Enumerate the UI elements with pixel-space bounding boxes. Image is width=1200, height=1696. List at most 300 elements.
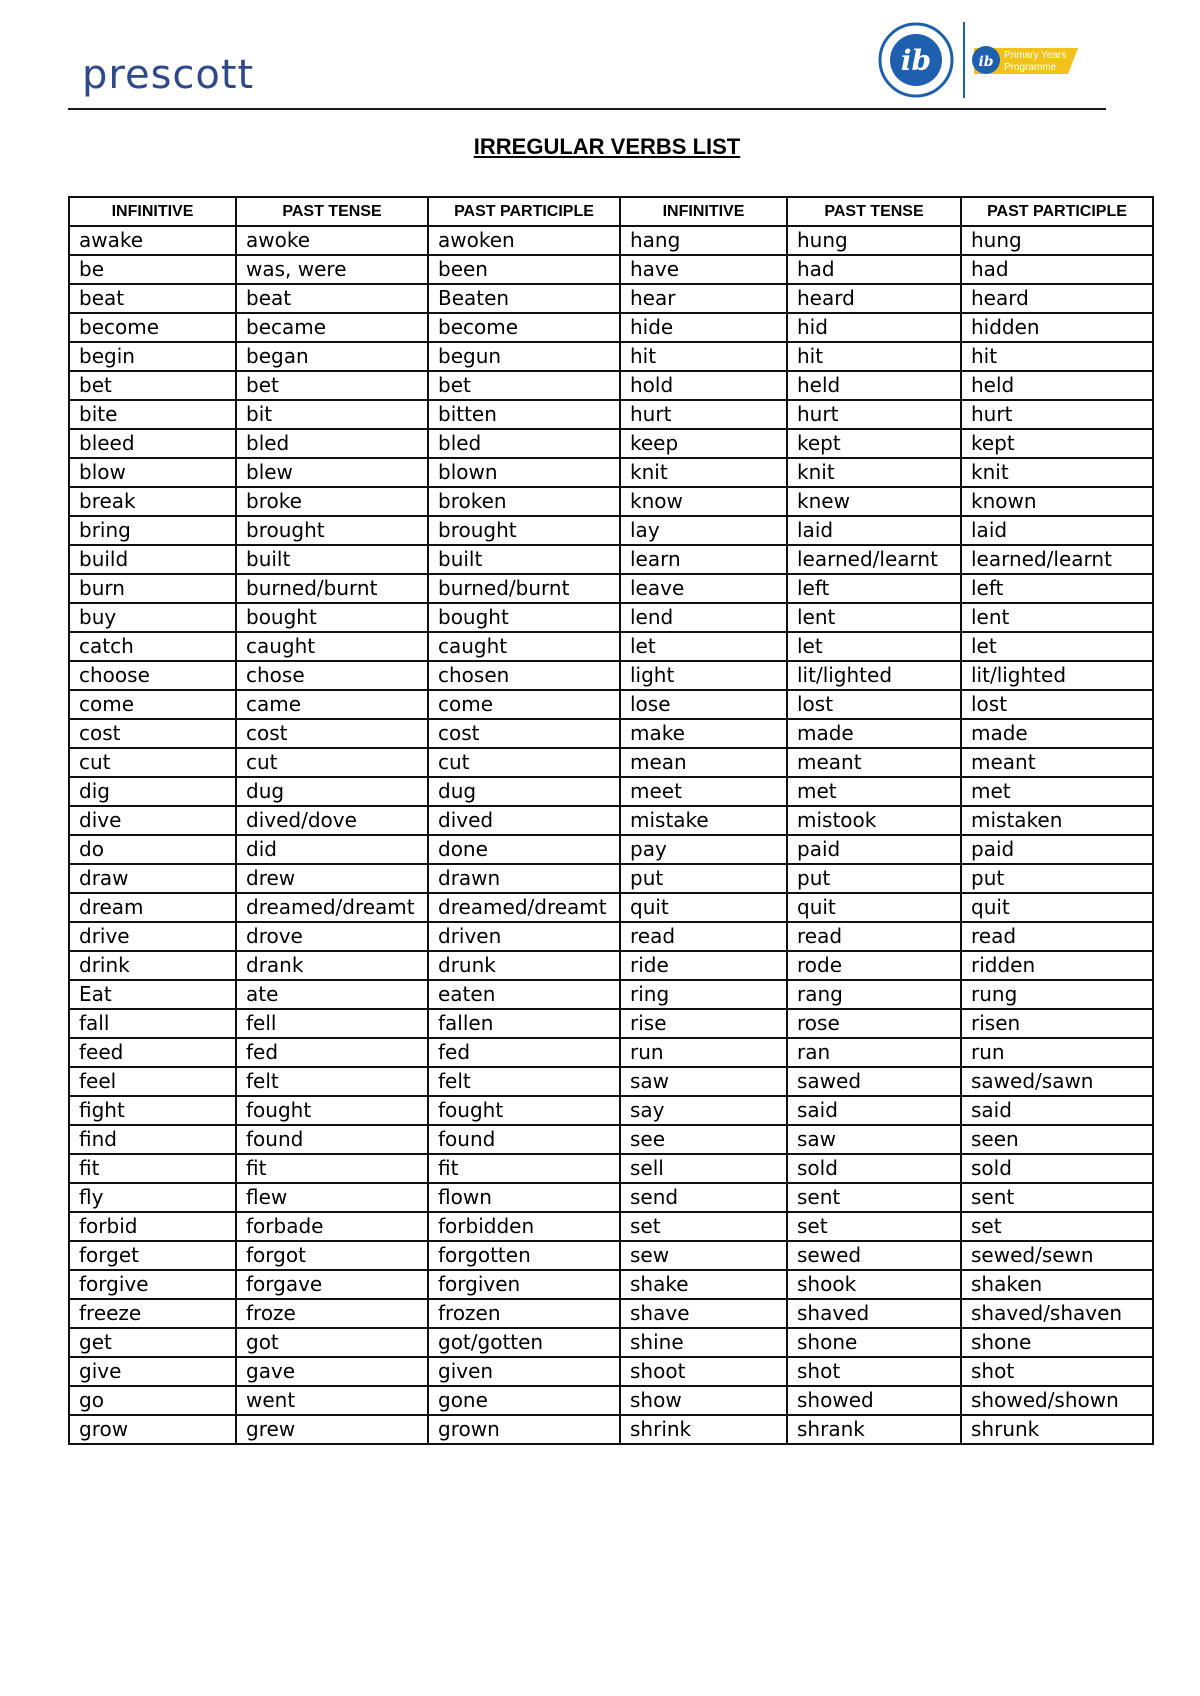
table-row [69,1038,1153,1067]
verb-cell-past-participle: got/gotten [428,1328,620,1357]
table-row [69,661,1153,690]
verb-cell-past-tense: meant [787,748,961,777]
verb-cell-infinitive: sew [620,1241,787,1270]
verb-cell-infinitive: cost [69,719,236,748]
verb-cell-infinitive: hold [620,371,787,400]
verb-cell-past-participle: begun [428,342,620,371]
verb-cell-infinitive: mistake [620,806,787,835]
table-row [69,284,1153,313]
verb-cell-past-tense: met [787,777,961,806]
verb-cell-infinitive: break [69,487,236,516]
verb-cell-past-participle: known [961,487,1153,516]
verb-cell-infinitive: make [620,719,787,748]
verb-cell-past-tense: lit/lighted [787,661,961,690]
verb-cell-past-participle: knit [961,458,1153,487]
verb-cell-past-participle: driven [428,922,620,951]
verb-cell-past-participle: meant [961,748,1153,777]
verb-cell-infinitive: shake [620,1270,787,1299]
verb-cell-past-tense: hurt [787,400,961,429]
page-header [68,0,1106,110]
verb-cell-past-participle: lent [961,603,1153,632]
verb-cell-past-tense: shaved [787,1299,961,1328]
verb-cell-past-participle: mistaken [961,806,1153,835]
verb-cell-infinitive: grow [69,1415,236,1444]
verb-cell-infinitive: light [620,661,787,690]
verb-cell-past-tense: mistook [787,806,961,835]
verb-cell-past-participle: become [428,313,620,342]
verb-cell-infinitive: choose [69,661,236,690]
verb-cell-past-tense: drank [236,951,428,980]
verb-cell-infinitive: forbid [69,1212,236,1241]
verb-cell-infinitive: sell [620,1154,787,1183]
verb-cell-infinitive: ring [620,980,787,1009]
verb-cell-past-participle: fought [428,1096,620,1125]
verb-cell-past-tense: heard [787,284,961,313]
verb-cell-past-participle: bled [428,429,620,458]
verb-cell-infinitive: shoot [620,1357,787,1386]
verb-cell-past-participle: left [961,574,1153,603]
verb-cell-past-tense: sold [787,1154,961,1183]
verb-cell-past-tense: fell [236,1009,428,1038]
verb-cell-infinitive: hang [620,226,787,255]
verb-cell-infinitive: pay [620,835,787,864]
verb-cell-past-tense: made [787,719,961,748]
verb-cell-infinitive: bring [69,516,236,545]
verb-cell-past-participle: gone [428,1386,620,1415]
verb-cell-past-tense: left [787,574,961,603]
table-row [69,371,1153,400]
verb-cell-past-participle: made [961,719,1153,748]
verb-cell-past-participle: hung [961,226,1153,255]
verb-cell-past-tense: froze [236,1299,428,1328]
verb-cell-infinitive: put [620,864,787,893]
verb-cell-past-participle: shot [961,1357,1153,1386]
table-row [69,255,1153,284]
verb-cell-past-tense: rode [787,951,961,980]
verb-cell-infinitive: shave [620,1299,787,1328]
verb-cell-infinitive: let [620,632,787,661]
verb-cell-past-participle: shaved/shaven [961,1299,1153,1328]
verb-cell-infinitive: shrink [620,1415,787,1444]
verb-cell-past-tense: forbade [236,1212,428,1241]
verb-cell-past-tense: sent [787,1183,961,1212]
verb-cell-past-participle: laid [961,516,1153,545]
verb-cell-past-participle: blown [428,458,620,487]
verb-cell-past-participle: rung [961,980,1153,1009]
verb-cell-infinitive: read [620,922,787,951]
verb-cell-infinitive: knit [620,458,787,487]
verb-cell-infinitive: beat [69,284,236,313]
table-row [69,980,1153,1009]
table-row [69,893,1153,922]
verb-cell-past-tense: got [236,1328,428,1357]
verb-cell-infinitive: know [620,487,787,516]
verb-cell-infinitive: come [69,690,236,719]
verb-cell-infinitive: lend [620,603,787,632]
verb-cell-past-tense: shrank [787,1415,961,1444]
verb-cell-past-participle: fallen [428,1009,620,1038]
column-header-infinitive-left: INFINITIVE [69,197,236,226]
table-row [69,1299,1153,1328]
verb-cell-past-participle: kept [961,429,1153,458]
verb-cell-past-participle: Beaten [428,284,620,313]
verb-cell-past-participle: run [961,1038,1153,1067]
verb-cell-past-tense: dug [236,777,428,806]
verb-cell-infinitive: build [69,545,236,574]
table-row [69,632,1153,661]
verb-cell-past-tense: felt [236,1067,428,1096]
verb-cell-past-participle: ridden [961,951,1153,980]
verb-cell-past-tense: held [787,371,961,400]
table-row [69,1183,1153,1212]
table-row [69,1270,1153,1299]
verb-cell-past-tense: forgot [236,1241,428,1270]
verb-cell-infinitive: shine [620,1328,787,1357]
verb-cell-past-tense: forgave [236,1270,428,1299]
table-row [69,487,1153,516]
verb-cell-infinitive: dream [69,893,236,922]
verb-cell-past-participle: flown [428,1183,620,1212]
verb-cell-infinitive: bet [69,371,236,400]
verb-cell-infinitive: run [620,1038,787,1067]
verb-cell-past-participle: set [961,1212,1153,1241]
verb-cell-past-participle: quit [961,893,1153,922]
verb-cell-infinitive: go [69,1386,236,1415]
verb-cell-past-tense: fed [236,1038,428,1067]
verb-cell-infinitive: drive [69,922,236,951]
table-row [69,1386,1153,1415]
table-row [69,1357,1153,1386]
verb-cell-infinitive: bite [69,400,236,429]
verb-cell-past-participle: bet [428,371,620,400]
verb-cell-past-tense: knit [787,458,961,487]
ib-seal-mark: ib [900,44,932,77]
verb-cell-past-participle: chosen [428,661,620,690]
verb-cell-past-participle: hidden [961,313,1153,342]
table-body [69,226,1153,1444]
table-row [69,1328,1153,1357]
verb-cell-past-tense: drew [236,864,428,893]
verb-cell-past-tense: went [236,1386,428,1415]
verb-cell-infinitive: fly [69,1183,236,1212]
verb-cell-infinitive: catch [69,632,236,661]
verb-cell-past-tense: became [236,313,428,342]
verb-cell-past-tense: bet [236,371,428,400]
irregular-verbs-table [68,196,1154,1445]
verb-cell-infinitive: hurt [620,400,787,429]
pyp-badge-icon [972,46,1078,74]
table-row [69,1009,1153,1038]
verb-cell-infinitive: fight [69,1096,236,1125]
verb-cell-past-participle: said [961,1096,1153,1125]
verb-cell-past-participle: brought [428,516,620,545]
table-row [69,864,1153,893]
verb-cell-past-participle: felt [428,1067,620,1096]
verb-cell-infinitive: burn [69,574,236,603]
verb-cell-past-tense: flew [236,1183,428,1212]
verb-cell-infinitive: leave [620,574,787,603]
verb-cell-past-tense: lent [787,603,961,632]
verb-cell-past-tense: built [236,545,428,574]
verb-cell-past-participle: lost [961,690,1153,719]
verb-cell-infinitive: send [620,1183,787,1212]
table-row [69,748,1153,777]
pyp-line2: Programme [1004,62,1057,73]
verb-cell-infinitive: lay [620,516,787,545]
verb-cell-past-participle: let [961,632,1153,661]
verb-cell-past-tense: brought [236,516,428,545]
table-row [69,516,1153,545]
verb-cell-past-participle: dived [428,806,620,835]
verb-cell-infinitive: meet [620,777,787,806]
verb-cell-past-tense: bit [236,400,428,429]
verb-cell-past-tense: shone [787,1328,961,1357]
table-row [69,1415,1153,1444]
table-row [69,951,1153,980]
verb-cell-past-participle: eaten [428,980,620,1009]
verb-cell-past-tense: fought [236,1096,428,1125]
table-row [69,574,1153,603]
verb-cell-past-participle: shrunk [961,1415,1153,1444]
table-row [69,429,1153,458]
verb-cell-past-participle: held [961,371,1153,400]
verb-cell-infinitive: keep [620,429,787,458]
verb-cell-past-participle: frozen [428,1299,620,1328]
verb-cell-past-tense: quit [787,893,961,922]
verb-cell-infinitive: lose [620,690,787,719]
verb-cell-past-participle: drunk [428,951,620,980]
verb-cell-past-participle: bought [428,603,620,632]
verb-cell-past-tense: gave [236,1357,428,1386]
table-row [69,777,1153,806]
verb-cell-past-tense: blew [236,458,428,487]
verb-cell-past-tense: read [787,922,961,951]
verb-cell-infinitive: blow [69,458,236,487]
verb-cell-past-tense: chose [236,661,428,690]
column-header-past-tense-right: PAST TENSE [787,197,961,226]
pyp-mark: ib [978,54,994,70]
verb-cell-past-tense: hung [787,226,961,255]
verb-cell-infinitive: drink [69,951,236,980]
verb-cell-past-participle: hurt [961,400,1153,429]
table-row [69,603,1153,632]
verb-cell-past-tense: set [787,1212,961,1241]
table-row [69,400,1153,429]
verb-cell-infinitive: find [69,1125,236,1154]
table-row [69,806,1153,835]
verb-cell-past-tense: beat [236,284,428,313]
table-row [69,313,1153,342]
verb-cell-past-tense: broke [236,487,428,516]
table-row [69,226,1153,255]
verb-cell-past-tense: saw [787,1125,961,1154]
verb-cell-past-participle: sawed/sawn [961,1067,1153,1096]
pyp-line1: Primary Years [1004,50,1067,61]
verb-cell-past-tense: rose [787,1009,961,1038]
verb-cell-past-participle: grown [428,1415,620,1444]
verb-cell-past-participle: dreamed/dreamt [428,893,620,922]
verb-cell-past-participle: found [428,1125,620,1154]
verb-cell-infinitive: get [69,1328,236,1357]
verb-cell-past-participle: cost [428,719,620,748]
verb-cell-past-tense: showed [787,1386,961,1415]
prescott-logo: prescott [82,52,255,98]
verb-cell-past-participle: lit/lighted [961,661,1153,690]
verb-cell-infinitive: quit [620,893,787,922]
verb-cell-past-participle: done [428,835,620,864]
table-row [69,835,1153,864]
verb-cell-past-tense: drove [236,922,428,951]
verb-cell-past-tense: rang [787,980,961,1009]
verb-cell-infinitive: dive [69,806,236,835]
verb-cell-past-tense: hit [787,342,961,371]
verb-cell-infinitive: mean [620,748,787,777]
verb-cell-past-participle: risen [961,1009,1153,1038]
verb-cell-past-participle: bitten [428,400,620,429]
verb-cell-past-participle: forgiven [428,1270,620,1299]
verb-cell-past-tense: dreamed/dreamt [236,893,428,922]
verb-cell-past-participle: forbidden [428,1212,620,1241]
verb-cell-infinitive: saw [620,1067,787,1096]
verb-cell-infinitive: forgive [69,1270,236,1299]
verb-cell-past-tense: bled [236,429,428,458]
verb-cell-past-participle: heard [961,284,1153,313]
verb-cell-infinitive: see [620,1125,787,1154]
table-row [69,545,1153,574]
verb-cell-infinitive: buy [69,603,236,632]
verb-cell-infinitive: hide [620,313,787,342]
verb-cell-infinitive: bleed [69,429,236,458]
verb-cell-past-participle: sold [961,1154,1153,1183]
verb-cell-infinitive: hit [620,342,787,371]
verb-cell-past-participle: learned/learnt [961,545,1153,574]
verb-cell-past-participle: sewed/sewn [961,1241,1153,1270]
verb-cell-past-participle: built [428,545,620,574]
verb-cell-past-tense: lost [787,690,961,719]
verb-cell-past-tense: knew [787,487,961,516]
verb-cell-past-tense: let [787,632,961,661]
verb-cell-past-participle: showed/shown [961,1386,1153,1415]
verb-cell-infinitive: begin [69,342,236,371]
verb-cell-past-tense: was, were [236,255,428,284]
verb-cell-infinitive: say [620,1096,787,1125]
verb-cell-infinitive: draw [69,864,236,893]
verb-cell-infinitive: freeze [69,1299,236,1328]
verb-cell-past-tense: cost [236,719,428,748]
verb-cell-infinitive: show [620,1386,787,1415]
verb-cell-past-tense: grew [236,1415,428,1444]
ib-pyp-logo [878,20,1084,100]
verb-cell-past-participle: cut [428,748,620,777]
verb-cell-past-participle: fit [428,1154,620,1183]
table-row [69,1067,1153,1096]
column-header-past-tense-left: PAST TENSE [236,197,428,226]
verb-cell-infinitive: be [69,255,236,284]
verb-cell-past-participle: hit [961,342,1153,371]
verb-cell-past-tense: paid [787,835,961,864]
verb-cell-past-tense: found [236,1125,428,1154]
verb-cell-past-participle: drawn [428,864,620,893]
table-row [69,342,1153,371]
table-row [69,1154,1153,1183]
table-row [69,690,1153,719]
verb-cell-past-participle: forgotten [428,1241,620,1270]
verb-cell-infinitive: give [69,1357,236,1386]
verb-cell-past-tense: came [236,690,428,719]
verb-cell-infinitive: Eat [69,980,236,1009]
verb-cell-infinitive: cut [69,748,236,777]
verb-cell-past-tense: learned/learnt [787,545,961,574]
verb-cell-infinitive: dig [69,777,236,806]
verb-cell-past-participle: burned/burnt [428,574,620,603]
column-header-past-participle-left: PAST PARTICIPLE [428,197,620,226]
verb-cell-past-participle: put [961,864,1153,893]
verb-cell-infinitive: awake [69,226,236,255]
page-title: IRREGULAR VERBS LIST [473,134,741,159]
ib-world-school-seal-icon [880,24,952,96]
verb-cell-infinitive: feel [69,1067,236,1096]
verb-cell-past-tense: fit [236,1154,428,1183]
verb-cell-past-participle: come [428,690,620,719]
verb-cell-past-tense: shook [787,1270,961,1299]
verb-cell-past-tense: caught [236,632,428,661]
verb-cell-past-participle: shone [961,1328,1153,1357]
verb-cell-past-tense: sawed [787,1067,961,1096]
verb-cell-past-participle: broken [428,487,620,516]
verb-cell-infinitive: become [69,313,236,342]
verb-cell-infinitive: feed [69,1038,236,1067]
verb-cell-past-participle: read [961,922,1153,951]
verb-cell-past-tense: began [236,342,428,371]
verb-cell-infinitive: have [620,255,787,284]
verb-cell-past-participle: shaken [961,1270,1153,1299]
verb-cell-infinitive: set [620,1212,787,1241]
verb-cell-past-participle: seen [961,1125,1153,1154]
verb-cell-infinitive: forget [69,1241,236,1270]
verb-cell-past-tense: bought [236,603,428,632]
table-row [69,922,1153,951]
verb-cell-past-tense: sewed [787,1241,961,1270]
verb-cell-past-tense: cut [236,748,428,777]
table-row [69,1212,1153,1241]
verb-cell-past-participle: dug [428,777,620,806]
column-header-past-participle-right: PAST PARTICIPLE [961,197,1153,226]
table-row [69,1096,1153,1125]
verb-cell-past-participle: had [961,255,1153,284]
verb-cell-past-tense: had [787,255,961,284]
table-row [69,1241,1153,1270]
column-header-infinitive-right: INFINITIVE [620,197,787,226]
table-header-row [69,197,1153,226]
verb-cell-past-participle: met [961,777,1153,806]
verb-cell-past-tense: kept [787,429,961,458]
verb-cell-past-participle: fed [428,1038,620,1067]
verb-cell-past-tense: hid [787,313,961,342]
verb-cell-past-tense: laid [787,516,961,545]
verb-cell-infinitive: hear [620,284,787,313]
verb-cell-past-tense: dived/dove [236,806,428,835]
verb-cell-past-participle: given [428,1357,620,1386]
verb-cell-past-participle: caught [428,632,620,661]
verb-cell-past-tense: said [787,1096,961,1125]
verb-cell-infinitive: ride [620,951,787,980]
verb-cell-past-participle: paid [961,835,1153,864]
verb-cell-past-tense: did [236,835,428,864]
table-row [69,1125,1153,1154]
verb-cell-past-tense: awoke [236,226,428,255]
verb-cell-past-tense: ate [236,980,428,1009]
verb-cell-past-participle: been [428,255,620,284]
